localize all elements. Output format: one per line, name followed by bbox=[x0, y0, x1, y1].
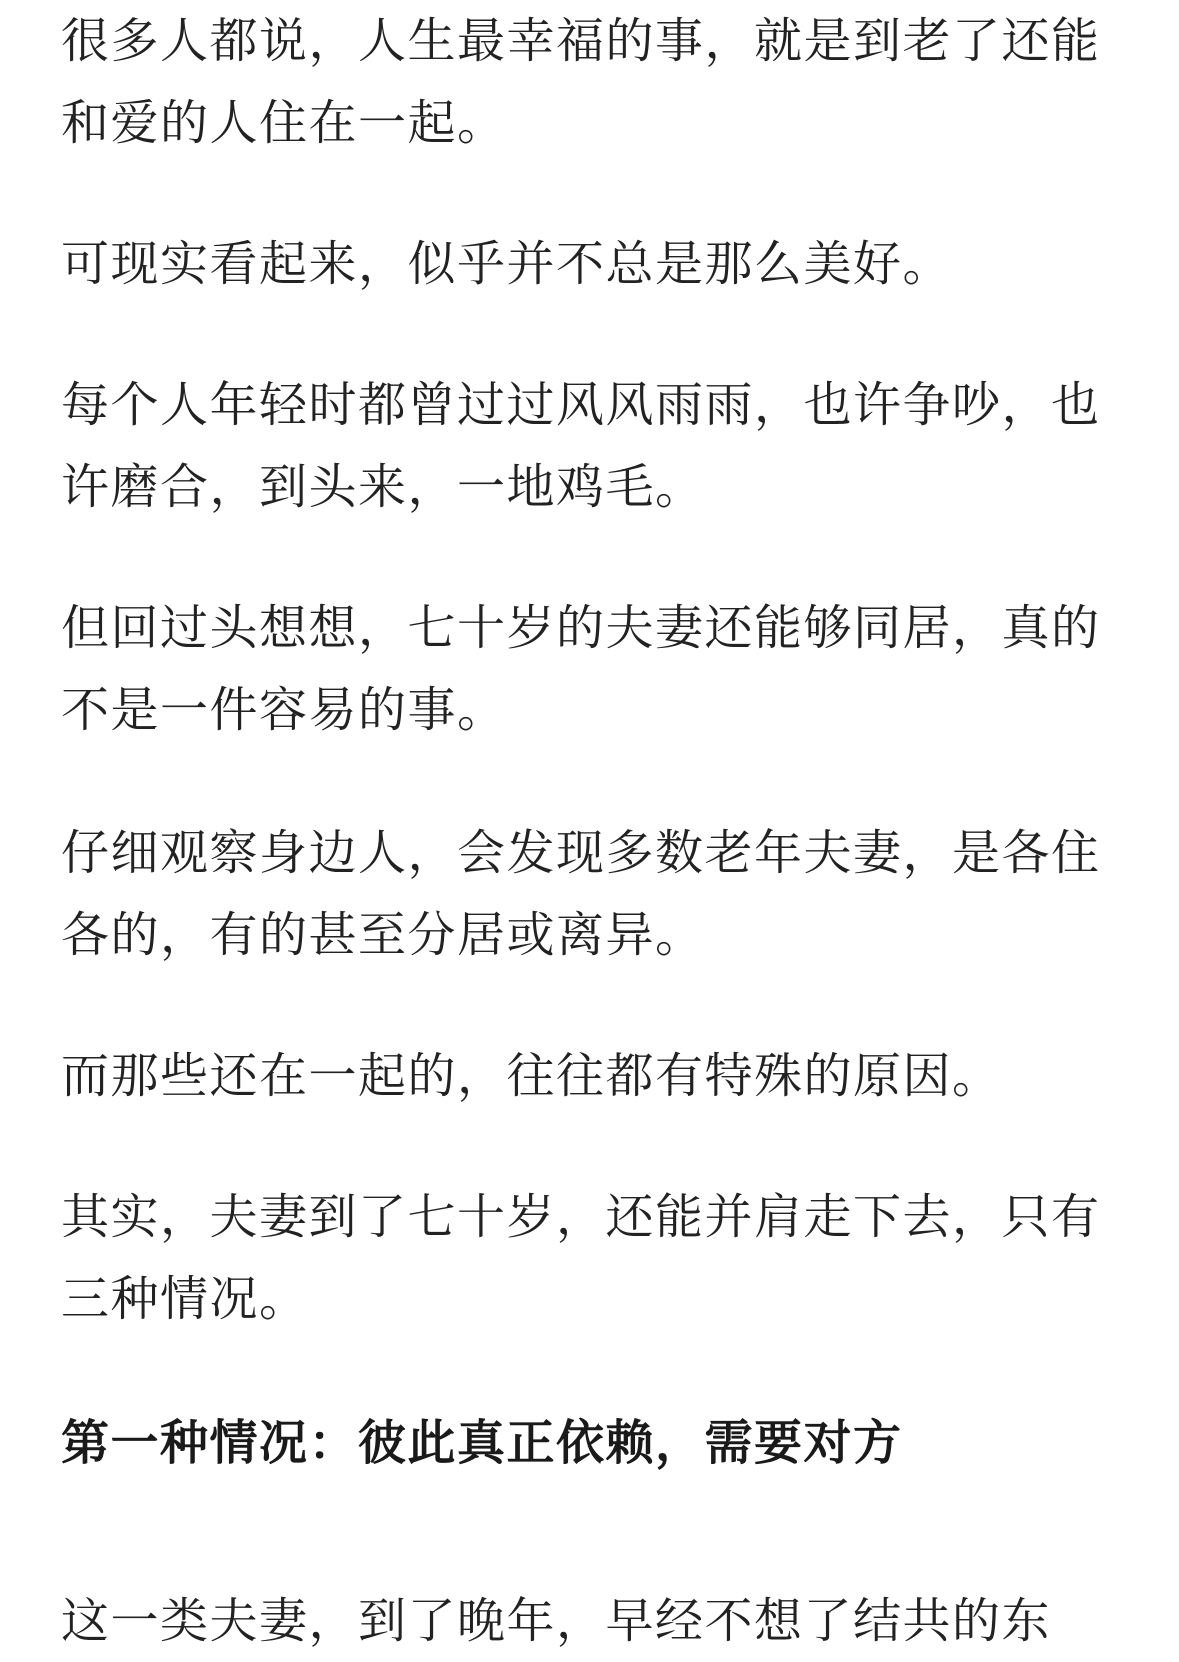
paragraph-2: 可现实看起来，似乎并不总是那么美好。 bbox=[61, 236, 953, 292]
paragraph-6: 而那些还在一起的，往往都有特殊的原因。 bbox=[61, 1048, 1002, 1104]
paragraph-7: 其实，夫妻到了七十岁，还能并肩走下去，只有三种情况。 bbox=[61, 1189, 1101, 1327]
paragraph-1: 很多人都说，人生最幸福的事，就是到老了还能和爱的人住在一起。 bbox=[61, 13, 1101, 151]
paragraph-3: 每个人年轻时都曾过过风风雨雨，也许争吵，也许磨合，到头来，一地鸡毛。 bbox=[61, 377, 1101, 515]
paragraph-5: 仔细观察身边人，会发现多数老年夫妻，是各住各的，有的甚至分居或离异。 bbox=[61, 825, 1101, 963]
paragraph-cutoff: 这一类夫妻，到了晚年，早经不想了结共的东 bbox=[61, 1593, 1052, 1649]
section-heading: 第一种情况：彼此真正依赖，需要对方 bbox=[61, 1415, 903, 1471]
paragraph-4: 但回过头想想，七十岁的夫妻还能够同居，真的不是一件容易的事。 bbox=[61, 600, 1101, 738]
